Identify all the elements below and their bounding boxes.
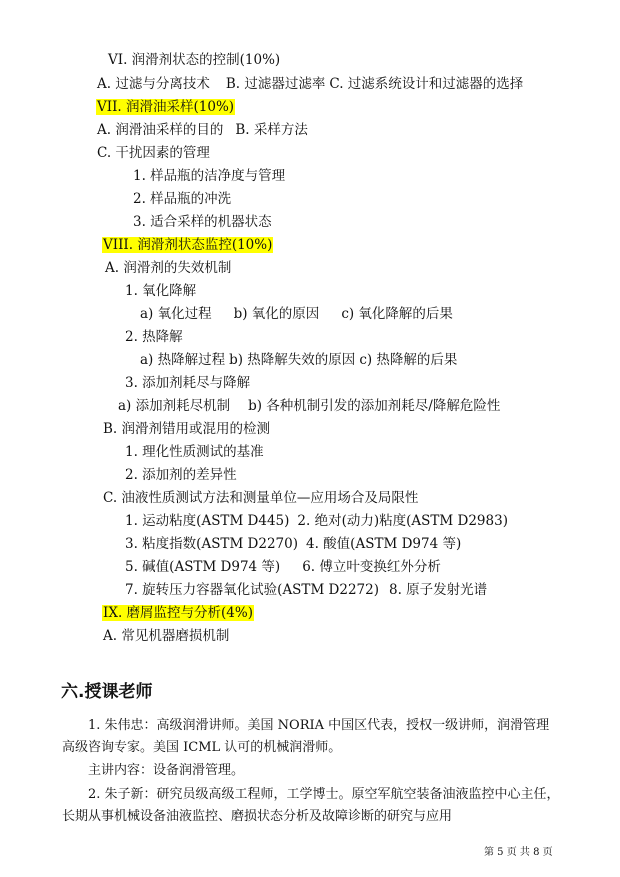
outline-viii-b1: 1. 理化性质测试的基准 (125, 444, 264, 460)
outline-viii-b: B. 润滑剂错用或混用的检测 (103, 421, 271, 437)
outline-vi-a: A. 过滤与分离技术 (97, 76, 210, 92)
outline-viii-a1b: b) 氧化的原因 (233, 306, 320, 322)
outline-vii-c1: 1. 样品瓶的洁净度与管理 (133, 168, 286, 184)
outline-viii-c6: 6. 傅立叶变换红外分析 (302, 559, 441, 575)
outline-vii-title: VII. 润滑油采样(10%) (97, 99, 235, 115)
outline-viii-c5: 5. 碱值(ASTM D974 等) (125, 559, 281, 575)
outline-vi-items (97, 74, 523, 94)
outline-viii-c3: 3. 粘度指数(ASTM D2270) (125, 536, 299, 552)
outline-viii-a3a: a) 添加剂耗尽机制 (118, 398, 231, 414)
outline-viii-c8: 8. 原子发射光谱 (389, 582, 488, 598)
outline-viii-a2c: c) 热降解的后果 (359, 352, 458, 368)
outline-ix-title: IX. 磨屑监控与分析(4%) (103, 605, 253, 621)
outline-viii-c56 (125, 557, 441, 577)
outline-vii-title-row (96, 97, 235, 117)
outline-viii-a2b: b) 热降解失效的原因 (229, 352, 356, 368)
outline-ix-a: A. 常见机器磨损机制 (103, 628, 230, 644)
outline-viii-c: C. 油液性质测试方法和测量单位—应用场合及局限性 (103, 490, 419, 506)
page-footer: 第 5 页 共 8 页 (484, 847, 553, 858)
instructor-1-bio: 1. 朱伟忠：高级润滑讲师。美国 NORIA 中国区代表，授权一级讲师，润滑管理高级咨询专家。美国 ICML 认可的机械润滑师。 (62, 718, 550, 755)
outline-vii-ab (97, 120, 308, 140)
outline-vi-title: VI. 润滑剂状态的控制(10%) (108, 52, 281, 68)
outline-viii-a: A. 润滑剂的失效机制 (105, 260, 232, 276)
outline-vii-a: A. 润滑油采样的目的 (97, 122, 224, 138)
section-heading-instructors: 六.授课老师 (61, 682, 153, 702)
outline-viii-a1-items (140, 304, 453, 324)
outline-viii-a2: 2. 热降解 (125, 329, 183, 345)
outline-ix-title-row (102, 603, 254, 623)
outline-viii-a2-items (140, 350, 457, 370)
outline-viii-a1a: a) 氧化过程 (140, 306, 212, 322)
outline-vii-c2: 2. 样品瓶的冲洗 (133, 191, 232, 207)
outline-viii-c34 (125, 534, 461, 554)
outline-viii-c78 (125, 580, 487, 600)
outline-viii-a1: 1. 氧化降解 (125, 283, 197, 299)
outline-viii-c1: 1. 运动粘度(ASTM D445) (125, 513, 290, 529)
outline-viii-c2: 2. 绝对(动力)粘度(ASTM D2983) (297, 513, 508, 529)
outline-viii-title: VIII. 润滑剂状态监控(10%) (103, 237, 273, 253)
outline-viii-title-row (102, 235, 273, 255)
instructor-1-topic: 主讲内容：设备润滑管理。 (88, 763, 245, 778)
outline-viii-c4: 4. 酸值(ASTM D974 等) (306, 536, 462, 552)
outline-viii-c7: 7. 旋转压力容器氧化试验(ASTM D2272) (125, 582, 380, 598)
outline-viii-a3: 3. 添加剂耗尽与降解 (125, 375, 251, 391)
outline-viii-c12 (125, 511, 508, 531)
outline-viii-a3b: b) 各种机制引发的添加剂耗尽/降解危险性 (248, 398, 501, 414)
outline-vii-c: C. 干扰因素的管理 (97, 145, 210, 161)
outline-viii-a1c: c) 氧化降解的后果 (341, 306, 453, 322)
outline-vii-c3: 3. 适合采样的机器状态 (133, 214, 272, 230)
outline-viii-a2a: a) 热降解过程 (140, 352, 226, 368)
instructor-2-bio: 2. 朱子新：研究员级高级工程师，工学博士。原空军航空装备油液监控中心主任，长期从事机械设备油液监控、磨损状态分析及故障诊断的研究与应用 (62, 787, 560, 824)
outline-viii-b2: 2. 添加剂的差异性 (125, 467, 237, 483)
outline-vi-b: B. 过滤器过滤率 (225, 76, 326, 92)
outline-viii-a3-items (118, 396, 500, 416)
outline-vii-b: B. 采样方法 (235, 122, 308, 138)
outline-vi-c: C. 过滤系统设计和过滤器的选择 (329, 76, 524, 92)
